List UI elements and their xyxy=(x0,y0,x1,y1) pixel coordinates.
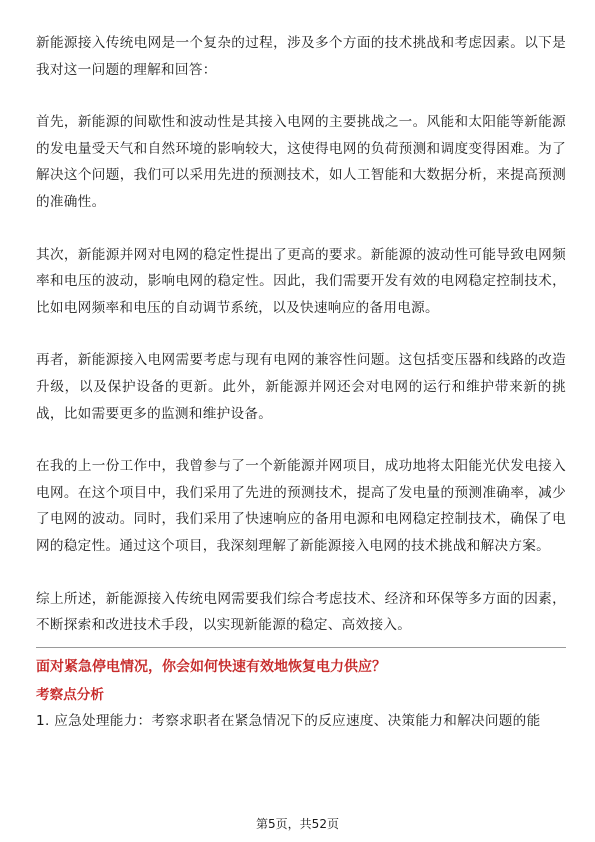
analysis-item: 1. 应急处理能力：考察求职者在紧急情况下的反应速度、决策能力和解决问题的能 xyxy=(36,712,541,729)
analysis-heading: 考察点分析 xyxy=(36,686,104,703)
answer-paragraph-second: 其次，新能源并网对电网的稳定性提出了更高的要求。新能源的波动性可能导致电网频率和电压的波动，影响电网的稳定性。因此，我们需要开发有效的电网稳定控制技术，比如电网频率和电压的自动调节系统，以及快速响应的备用电源。 xyxy=(36,246,566,316)
answer-paragraph-third: 再者，新能源接入电网需要考虑与现有电网的兼容性问题。这包括变压器和线路的改造升级，以及保护设备的更新。此外，新能源并网还会对电网的运行和维护带来新的挑战，比如需要更多的监测和维护设备。 xyxy=(36,352,566,422)
question-title: 面对紧急停电情况，你会如何快速有效地恢复电力供应？ xyxy=(36,658,386,675)
answer-paragraph-intro: 新能源接入传统电网是一个复杂的过程，涉及多个方面的技术挑战和考虑因素。以下是我对这一问题的理解和回答： xyxy=(36,35,566,78)
document-body xyxy=(36,30,566,732)
answer-paragraph-summary: 综上所述，新能源接入传统电网需要我们综合考虑技术、经济和环保等多方面的因素，不断探索和改进技术手段，以实现新能源的稳定、高效接入。 xyxy=(36,590,566,634)
answer-paragraph-first: 首先，新能源的间歇性和波动性是其接入电网的主要挑战之一。风能和太阳能等新能源的发电量受天气和自然环境的影响较大，这使得电网的负荷预测和调度变得困难。为了解决这个问题，我们可以采用先进的预测技术，如人工智能和大数据分析，来提高预测的准确性。 xyxy=(36,114,566,210)
answer-paragraph-experience: 在我的上一份工作中，我曾参与了一个新能源并网项目，成功地将太阳能光伏发电接入电网。在这个项目中，我们采用了先进的预测技术，提高了发电量的预测准确率，减少了电网的波动。同时，我们采用了快速响应的备用电源和电网稳定控制技术，确保了电网的稳定性。通过这个项目，我深刻理解了新能源接入电网的技术挑战和解决方案。 xyxy=(36,458,566,554)
section-divider xyxy=(36,647,566,648)
page-number: 第5页，共52页 xyxy=(256,817,339,831)
